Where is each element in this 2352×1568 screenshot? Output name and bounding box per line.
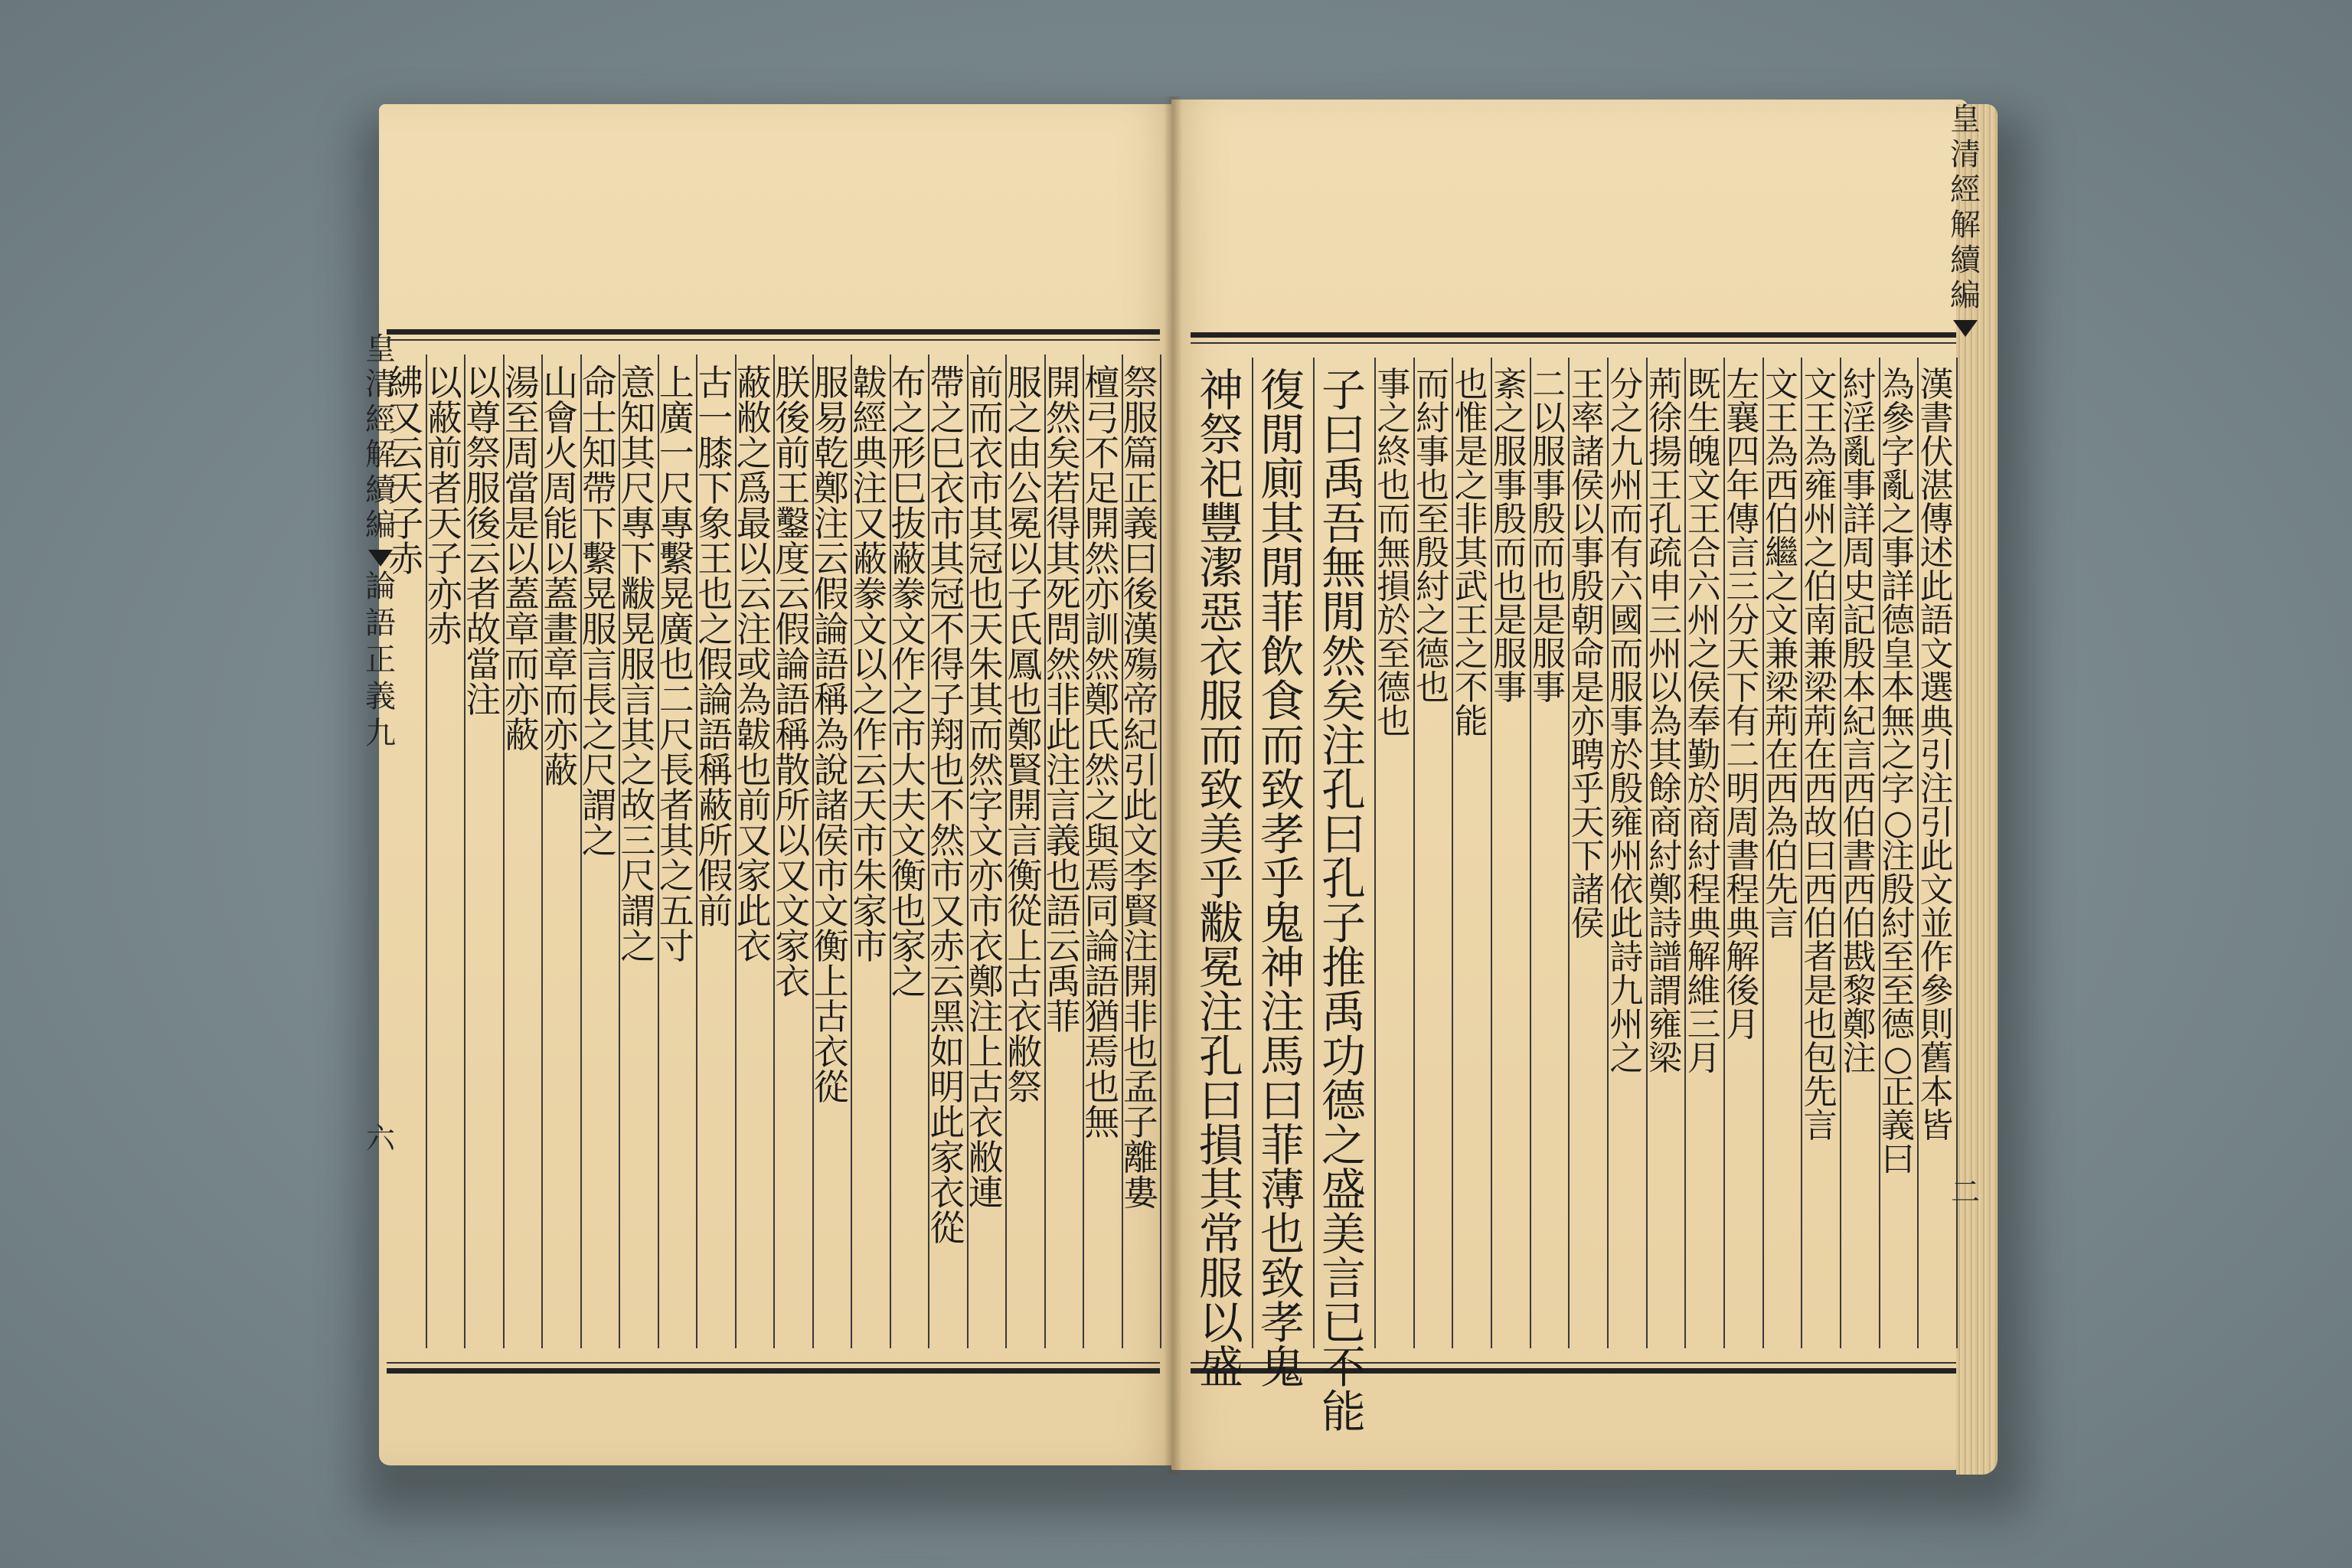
text-column: 荊 徐 揚 王 孔 疏 申 三 州 以 為 其 餘 商 紂 鄭 詩 譜 謂 雍 梁 [1648, 365, 1682, 1078]
text-column: 事 之 終 也 而 無 損 於 至 德 也 [1377, 365, 1411, 741]
column-rule [890, 354, 891, 1348]
column-rule [541, 354, 543, 1348]
text-column: 韍 經 典 注 又 蔽 豢 文 以 之 作 云 天 市 朱 家 市 [852, 362, 888, 967]
right-margin-title [1949, 104, 1982, 1210]
text-column: 古 一 膝 下 象 王 也 之 假 論 語 稱 蔽 所 假 前 [697, 362, 733, 932]
text-column: 以 尊 祭 服 後 云 者 故 當 注 [466, 362, 501, 720]
margin-book-title: 皇 清 經 解 續 編 [1950, 102, 1981, 313]
margin-chapter: 論 語 正 義 九 [365, 569, 396, 751]
text-column: 也 惟 是 之 非 其 武 王 之 不 能 [1454, 365, 1488, 741]
column-rule [426, 354, 427, 1348]
margin-folio-number: 二 [1950, 1175, 1980, 1209]
text-column: 左 襄 四 年 傳 言 三 分 天 下 有 二 明 周 書 程 典 解 後 月 [1726, 365, 1760, 1044]
column-rule [1160, 354, 1161, 1348]
right-text-frame [1191, 332, 1956, 1438]
column-rule [1801, 358, 1802, 1348]
column-rule [696, 354, 697, 1348]
text-column: 山 會 火 周 能 以 蓋 畫 章 而 亦 蔽 [543, 362, 579, 791]
book-gutter [1164, 96, 1182, 1475]
main-text-column: 神 祭 祀 豐 潔 惡 衣 服 而 致 美 乎 黻 冕 注 孔 曰 損 其 常 服 以 盛 [1198, 364, 1243, 1393]
text-column: 二 以 服 事 殷 而 也 是 服 事 [1531, 365, 1566, 707]
column-rule [773, 354, 775, 1348]
frame-bottom-rule [1191, 1362, 1956, 1364]
column-rule [1413, 358, 1415, 1348]
column-rule [1005, 354, 1007, 1348]
column-rule [1491, 358, 1492, 1348]
text-column: 蔽 敝 之 爲 最 以 云 注 或 為 韍 也 前 又 家 此 衣 [736, 362, 772, 967]
column-rule [1568, 358, 1570, 1348]
column-rule [1252, 358, 1253, 1348]
text-column: 文 王 為 雍 州 之 伯 南 兼 梁 荊 在 西 故 曰 西 伯 者 是 也 包 先 言 [1803, 365, 1838, 1145]
text-column: 服 易 乾 鄭 注 云 假 論 語 稱 為 說 諸 侯 市 文 衡 上 古 衣 從 [813, 362, 849, 1108]
text-column: 上 廣 一 尺 專 繫 晃 廣 也 二 尺 長 者 其 之 五 寸 [658, 362, 694, 967]
text-column: 湯 至 周 當 是 以 蓋 章 而 亦 蔽 [504, 362, 540, 756]
text-column: 紼 又 云 天 子 赤 [388, 362, 424, 580]
column-rule [1840, 358, 1841, 1348]
fish-tail-mark [1953, 320, 1978, 337]
text-column: 開 然 矣 若 得 其 死 問 然 非 此 注 言 義 也 語 云 禹 菲 [1045, 362, 1081, 1037]
column-rule [1762, 358, 1764, 1348]
frame-top-rule [1191, 342, 1956, 344]
main-text-column: 子 曰 禹 吾 無 閒 然 矣 注 孔 曰 孔 子 推 禹 功 德 之 盛 美 言 已 不 能 [1321, 364, 1366, 1438]
text-column: 文 王 為 西 伯 繼 之 文 兼 梁 荊 在 西 為 伯 先 言 [1764, 365, 1798, 943]
left-margin-title [364, 334, 397, 1157]
column-rule [1530, 358, 1531, 1348]
margin-book-title: 皇 清 經 解 續 編 [365, 332, 396, 543]
column-rule [928, 354, 929, 1348]
text-column: 分 之 九 州 而 有 六 國 而 服 事 於 殷 雍 州 依 此 詩 九 州 之 [1609, 365, 1644, 1078]
text-column: 為 參 字 亂 之 事 詳 德 皇 本 無 之 字 ○ 注 殷 紂 至 至 德 ○ 正 義 曰 [1880, 365, 1915, 1179]
main-text-column: 復 閒 廁 其 閒 菲 飲 食 而 致 孝 乎 鬼 神 注 馬 曰 菲 薄 也 致 孝 鬼 [1259, 364, 1305, 1393]
text-column: 以 蔽 前 者 天 子 亦 赤 [426, 362, 462, 650]
column-rule [580, 354, 582, 1348]
column-rule [1452, 358, 1453, 1348]
text-column: 服 之 由 公 冕 以 子 氏 鳳 也 鄭 賢 開 言 衡 從 上 古 衣 敝 祭 [1007, 362, 1043, 1108]
column-rule [967, 354, 969, 1348]
left-text-frame [387, 329, 1160, 1374]
text-column: 前 而 衣 市 其 冠 也 天 朱 其 而 然 字 文 亦 市 衣 鄭 注 上 古 衣 敝 連 [968, 362, 1004, 1214]
column-rule [735, 354, 737, 1348]
column-rule [658, 354, 659, 1348]
column-rule [1313, 358, 1315, 1348]
column-rule [1374, 358, 1376, 1348]
column-rule [619, 354, 620, 1348]
text-column: 意 知 其 尺 專 下 黻 晃 服 言 其 之 故 三 尺 謂 之 [620, 362, 656, 967]
text-column: 紊 之 服 事 殷 而 也 是 服 事 [1493, 365, 1527, 707]
column-rule [1122, 354, 1123, 1348]
text-column: 祭 服 篇 正 義 曰 後 漢 殤 帝 紀 引 此 文 李 賢 注 開 非 也 孟 子 離 婁 [1122, 362, 1158, 1214]
text-column: 帶 之 巳 衣 市 其 冠 不 得 子 翔 也 不 然 市 又 赤 云 黑 如 明 此 家 衣 從 [929, 362, 965, 1249]
frame-bottom-rule [387, 1362, 1160, 1364]
column-rule [1879, 358, 1880, 1348]
text-column: 漢 書 伏 湛 傳 述 此 語 文 選 典 引 注 引 此 文 並 作 參 則 舊 本 皆 [1919, 365, 1954, 1145]
margin-folio-number: 六 [365, 1122, 395, 1155]
column-rule [1917, 358, 1919, 1348]
frame-top-rule [387, 339, 1160, 341]
text-column: 命 士 知 帶 下 繫 晃 服 言 長 之 尺 謂 之 [581, 362, 617, 861]
column-rule [503, 354, 505, 1348]
text-column: 朕 後 前 王 鑿 度 云 假 論 語 稱 散 所 以 又 文 家 衣 [775, 362, 811, 1002]
column-rule [812, 354, 814, 1348]
column-rule [1044, 354, 1046, 1348]
text-column: 王 率 諸 侯 以 事 殷 朝 命 是 亦 聘 乎 天 下 諸 侯 [1570, 365, 1605, 943]
column-rule [1646, 358, 1648, 1348]
column-rule [1083, 354, 1084, 1348]
column-rule [464, 354, 466, 1348]
text-column: 布 之 形 巳 抜 蔽 豢 文 作 之 市 大 夫 文 衡 也 家 之 [890, 362, 926, 1002]
text-column: 而 紂 事 也 至 殷 紂 之 德 也 [1415, 365, 1449, 707]
column-rule [851, 354, 852, 1348]
text-column: 紂 淫 亂 事 詳 周 史 記 殷 本 紀 言 西 伯 書 西 伯 戡 黎 鄭 注 [1842, 365, 1877, 1078]
text-column: 檀 弓 不 足 開 然 亦 訓 然 鄭 氏 然 之 與 焉 同 論 語 猶 焉 也 無 [1084, 362, 1120, 1143]
column-rule [1723, 358, 1725, 1348]
column-rule [1607, 358, 1609, 1348]
fish-tail-mark [368, 550, 393, 567]
text-column: 既 生 魄 文 王 合 六 州 之 侯 奉 勤 於 商 紂 程 典 解 維 三 月 [1687, 365, 1721, 1078]
column-rule [1684, 358, 1686, 1348]
